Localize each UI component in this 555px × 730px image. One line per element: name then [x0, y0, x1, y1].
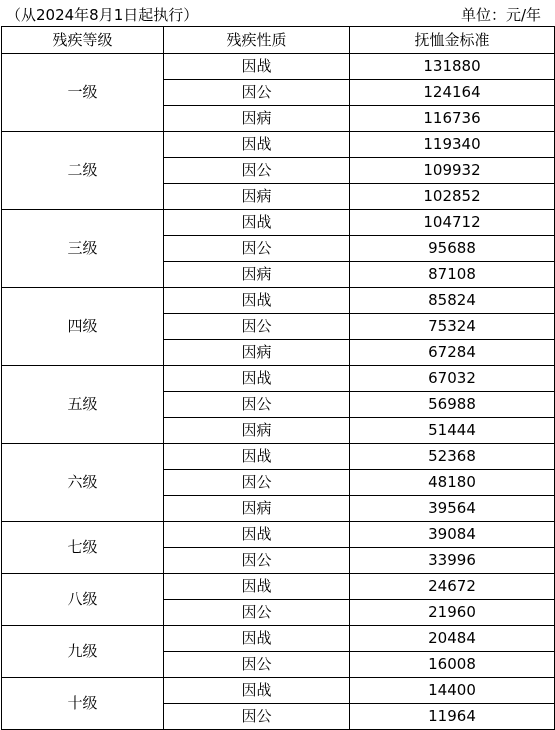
- header-pension-amount: 抚恤金标准: [350, 27, 555, 54]
- table-row: [2, 522, 555, 548]
- disability-nature-cell: 因公: [164, 548, 350, 574]
- unit-label: 单位：元/年: [460, 6, 541, 24]
- pension-amount-cell: 102852: [350, 184, 555, 210]
- table-row: [2, 288, 555, 314]
- table-caption: [0, 0, 555, 26]
- disability-nature-cell: 因公: [164, 470, 350, 496]
- pension-amount-cell: 75324: [350, 314, 555, 340]
- pension-amount-cell: 104712: [350, 210, 555, 236]
- disability-nature-cell: 因公: [164, 600, 350, 626]
- pension-amount-cell: 116736: [350, 106, 555, 132]
- header-row: [2, 27, 555, 54]
- disability-nature-cell: 因战: [164, 132, 350, 158]
- pension-amount-cell: 39084: [350, 522, 555, 548]
- disability-nature-cell: 因病: [164, 496, 350, 522]
- pension-amount-cell: 119340: [350, 132, 555, 158]
- pension-amount-cell: 87108: [350, 262, 555, 288]
- pension-amount-cell: 67284: [350, 340, 555, 366]
- disability-nature-cell: 因战: [164, 54, 350, 80]
- disability-level-cell: 七级: [2, 522, 164, 574]
- disability-nature-cell: 因公: [164, 314, 350, 340]
- pension-amount-cell: 20484: [350, 626, 555, 652]
- pension-amount-cell: 11964: [350, 704, 555, 730]
- disability-nature-cell: 因病: [164, 184, 350, 210]
- pension-amount-cell: 109932: [350, 158, 555, 184]
- pension-amount-cell: 48180: [350, 470, 555, 496]
- pension-amount-cell: 131880: [350, 54, 555, 80]
- disability-nature-cell: 因公: [164, 392, 350, 418]
- pension-amount-cell: 51444: [350, 418, 555, 444]
- table-row: [2, 574, 555, 600]
- pension-amount-cell: 85824: [350, 288, 555, 314]
- disability-nature-cell: 因公: [164, 158, 350, 184]
- disability-nature-cell: 因战: [164, 522, 350, 548]
- disability-nature-cell: 因战: [164, 288, 350, 314]
- pension-amount-cell: 52368: [350, 444, 555, 470]
- disability-nature-cell: 因战: [164, 626, 350, 652]
- disability-nature-cell: 因公: [164, 236, 350, 262]
- pension-amount-cell: 24672: [350, 574, 555, 600]
- disability-nature-cell: 因战: [164, 210, 350, 236]
- pension-standard-table: [1, 26, 555, 730]
- disability-nature-cell: 因战: [164, 678, 350, 704]
- disability-nature-cell: 因战: [164, 366, 350, 392]
- table-row: [2, 366, 555, 392]
- disability-nature-cell: 因战: [164, 444, 350, 470]
- table-row: [2, 678, 555, 704]
- pension-amount-cell: 39564: [350, 496, 555, 522]
- disability-nature-cell: 因战: [164, 574, 350, 600]
- pension-amount-cell: 56988: [350, 392, 555, 418]
- disability-level-cell: 三级: [2, 210, 164, 288]
- table-row: [2, 210, 555, 236]
- table-row: [2, 54, 555, 80]
- table-row: [2, 626, 555, 652]
- pension-amount-cell: 95688: [350, 236, 555, 262]
- pension-amount-cell: 14400: [350, 678, 555, 704]
- disability-nature-cell: 因公: [164, 80, 350, 106]
- pension-amount-cell: 33996: [350, 548, 555, 574]
- table-body: [2, 54, 555, 730]
- disability-nature-cell: 因病: [164, 418, 350, 444]
- disability-level-cell: 十级: [2, 678, 164, 730]
- disability-level-cell: 八级: [2, 574, 164, 626]
- disability-level-cell: 四级: [2, 288, 164, 366]
- pension-amount-cell: 67032: [350, 366, 555, 392]
- disability-level-cell: 九级: [2, 626, 164, 678]
- disability-nature-cell: 因病: [164, 262, 350, 288]
- disability-level-cell: 二级: [2, 132, 164, 210]
- table-row: [2, 444, 555, 470]
- table-row: [2, 132, 555, 158]
- header-disability-nature: 残疾性质: [164, 27, 350, 54]
- disability-level-cell: 五级: [2, 366, 164, 444]
- disability-level-cell: 六级: [2, 444, 164, 522]
- disability-level-cell: 一级: [2, 54, 164, 132]
- disability-nature-cell: 因病: [164, 340, 350, 366]
- pension-amount-cell: 16008: [350, 652, 555, 678]
- pension-amount-cell: 124164: [350, 80, 555, 106]
- disability-nature-cell: 因公: [164, 652, 350, 678]
- disability-nature-cell: 因公: [164, 704, 350, 730]
- disability-nature-cell: 因病: [164, 106, 350, 132]
- header-disability-level: 残疾等级: [2, 27, 164, 54]
- effective-date-note: （从2024年8月1日起执行）: [6, 6, 199, 24]
- pension-amount-cell: 21960: [350, 600, 555, 626]
